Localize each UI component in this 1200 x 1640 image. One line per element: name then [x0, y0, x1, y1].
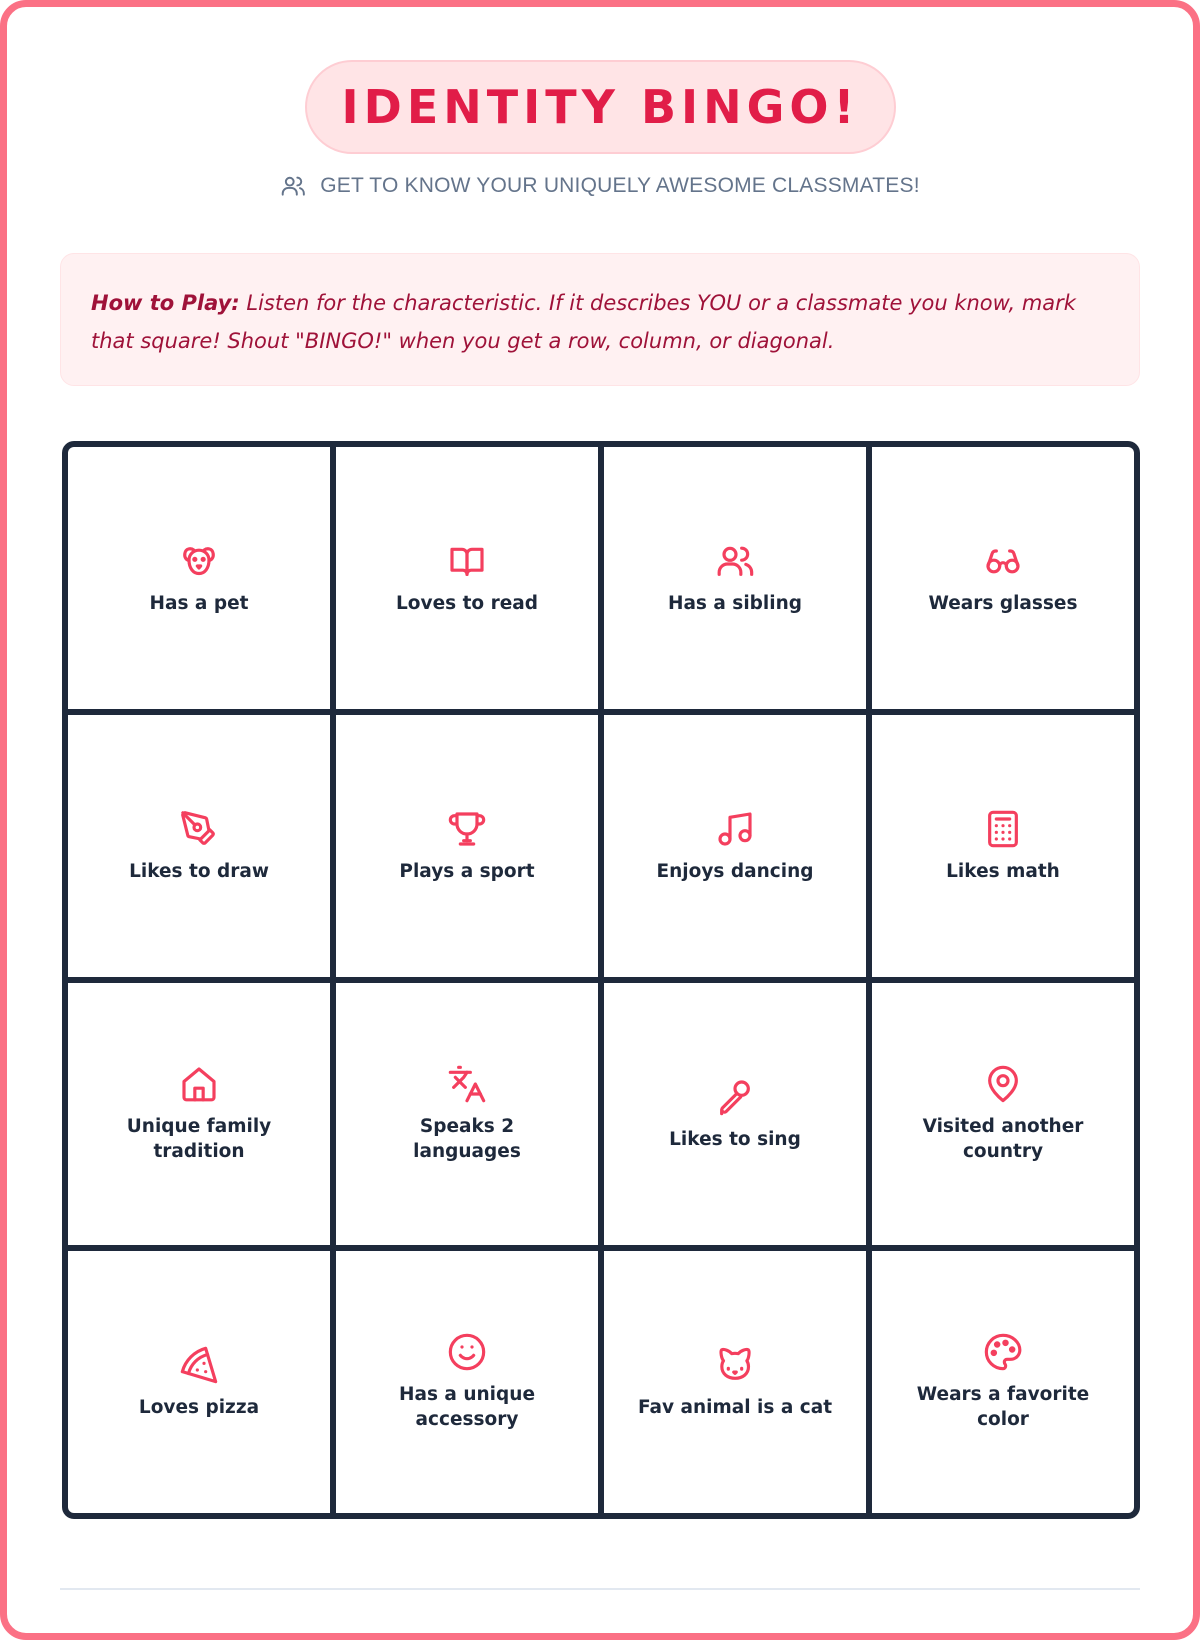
bingo-square[interactable]: [604, 1251, 866, 1513]
bingo-square[interactable]: [604, 447, 866, 709]
smile-icon: [447, 1332, 487, 1372]
palette-icon: [983, 1332, 1023, 1372]
bingo-square-label: Likes to sing: [669, 1128, 801, 1150]
bingo-square[interactable]: [68, 983, 330, 1245]
map-pin-icon: [983, 1064, 1023, 1104]
bingo-square-label: Likes math: [946, 860, 1060, 882]
bingo-square[interactable]: [872, 1251, 1134, 1513]
bingo-square-label: Wears a favorite color: [916, 1384, 1090, 1430]
pen-tool-icon: [179, 809, 219, 849]
instructions-text: Listen for the characteristic. If it describes YOU or a classmate you know, mark that square! Shout "BINGO!" when you get a row, column, or diagonal.: [91, 291, 1076, 353]
bingo-square-label: Loves to read: [396, 592, 538, 614]
bingo-square[interactable]: [336, 983, 598, 1245]
bingo-square-label: Wears glasses: [928, 592, 1078, 614]
bingo-square[interactable]: [336, 715, 598, 977]
pizza-icon: [179, 1345, 219, 1385]
instructions-lead: How to Play:: [91, 291, 240, 315]
page-title: IDENTITY BINGO!: [341, 80, 860, 134]
bingo-board: [62, 441, 1140, 1519]
bingo-square[interactable]: [872, 447, 1134, 709]
bingo-square-label: Plays a sport: [399, 860, 535, 882]
house-icon: [179, 1064, 219, 1104]
languages-icon: [447, 1064, 487, 1104]
glasses-icon: [983, 541, 1023, 581]
bingo-square-label: Enjoys dancing: [656, 860, 814, 882]
footer-divider: [60, 1588, 1140, 1590]
bingo-square-label: Unique family tradition: [126, 1116, 272, 1162]
bingo-square-label: Loves pizza: [138, 1396, 260, 1418]
microphone-icon: [715, 1077, 755, 1117]
bingo-square[interactable]: [336, 447, 598, 709]
bingo-square[interactable]: [872, 983, 1134, 1245]
bingo-square-label: Visited another country: [922, 1116, 1084, 1162]
book-open-icon: [447, 541, 487, 581]
calculator-icon: [983, 809, 1023, 849]
bingo-square[interactable]: [872, 715, 1134, 977]
bingo-square-label: Has a sibling: [667, 592, 803, 614]
instructions-box: [60, 253, 1140, 386]
bingo-square[interactable]: [604, 983, 866, 1245]
bingo-square-label: Has a pet: [149, 592, 249, 614]
users-icon: [715, 541, 755, 581]
bingo-square-label: Fav animal is a cat: [637, 1396, 833, 1418]
users-icon: [280, 173, 306, 199]
bingo-square-label: Speaks 2 languages: [413, 1116, 521, 1162]
subtitle-text: GET TO KNOW YOUR UNIQUELY AWESOME CLASSMATES!: [320, 174, 920, 197]
subtitle: [0, 166, 1200, 206]
bingo-square[interactable]: [604, 715, 866, 977]
cat-icon: [715, 1345, 755, 1385]
music-icon: [715, 809, 755, 849]
bingo-square-label: Likes to draw: [129, 860, 269, 882]
bingo-square[interactable]: [68, 715, 330, 977]
trophy-icon: [447, 809, 487, 849]
dog-icon: [179, 541, 219, 581]
bingo-square[interactable]: [68, 1251, 330, 1513]
bingo-square-label: Has a unique accessory: [399, 1384, 535, 1430]
title-pill: [305, 60, 896, 154]
bingo-square[interactable]: [336, 1251, 598, 1513]
bingo-square[interactable]: [68, 447, 330, 709]
